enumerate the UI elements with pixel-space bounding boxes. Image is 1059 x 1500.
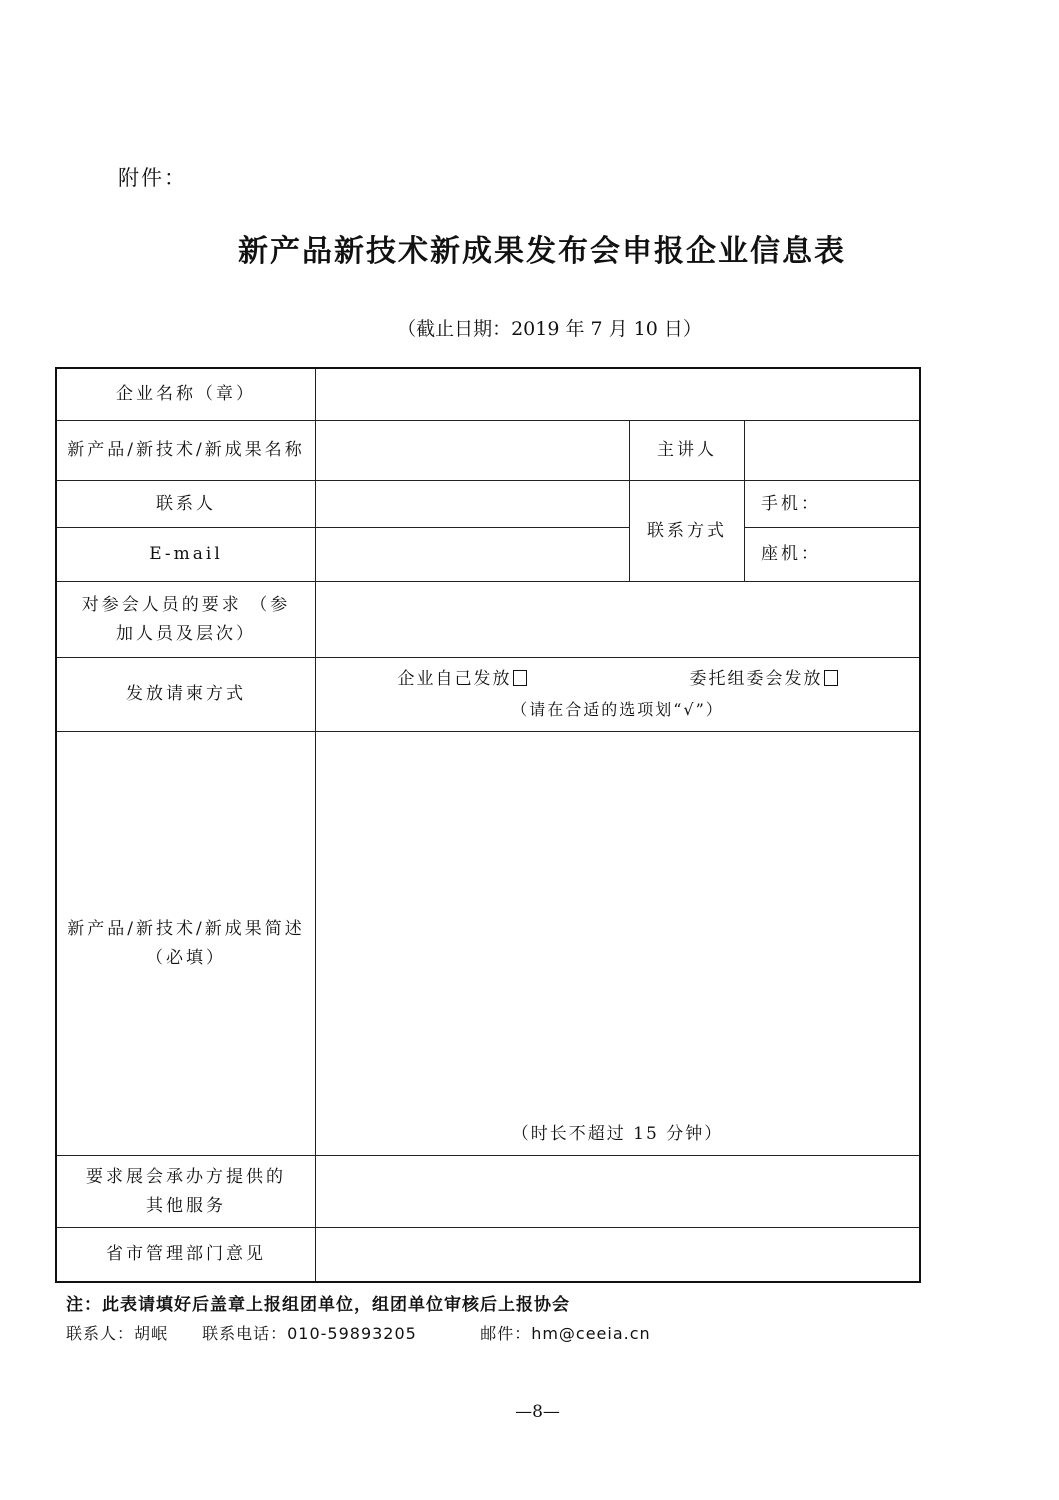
attendee-requirements-label xyxy=(57,582,316,658)
contact-person-field[interactable] xyxy=(316,481,630,528)
attendee-requirements-field[interactable] xyxy=(316,582,919,658)
invitation-option-committee-label: 委托组委会发放 xyxy=(689,669,823,690)
email-field[interactable] xyxy=(316,528,630,582)
company-name-field[interactable] xyxy=(316,369,919,421)
invitation-method-label: 发放请柬方式 xyxy=(57,658,316,732)
other-services-label-line1: 要求展会承办方提供的 xyxy=(86,1166,286,1187)
page-title: 新产品新技术新成果发布会申报企业信息表 xyxy=(238,234,846,269)
description-label xyxy=(57,732,316,1156)
description-duration-note: （时长不超过 15 分钟） xyxy=(511,1124,724,1145)
description-field[interactable] xyxy=(316,732,919,1156)
invitation-option-self[interactable] xyxy=(398,665,527,694)
application-form-table xyxy=(55,367,921,1283)
contact-phone: 联系电话：010-59893205 xyxy=(202,1324,417,1343)
contact-email: 邮件：hm@ceeia.cn xyxy=(480,1324,651,1343)
department-opinion-label: 省市管理部门意见 xyxy=(57,1228,316,1281)
invitation-option-self-label: 企业自己发放 xyxy=(397,669,512,690)
invitation-method-field xyxy=(316,658,919,732)
invitation-option-committee[interactable] xyxy=(690,665,838,694)
page-number: —8— xyxy=(515,1402,560,1422)
committee-checkbox[interactable] xyxy=(824,670,838,686)
landline-field[interactable]: 座机： xyxy=(745,528,919,582)
department-opinion-field[interactable] xyxy=(316,1228,919,1281)
contact-person-label: 联系人 xyxy=(57,481,316,528)
contact-line xyxy=(66,1321,651,1344)
self-checkbox[interactable] xyxy=(513,670,527,686)
attachment-label: 附件： xyxy=(118,166,187,190)
product-name-label: 新产品/新技术/新成果名称 xyxy=(57,421,316,481)
attendee-requirements-label-line1: 对参会人员的要求 （参 xyxy=(81,594,291,615)
description-label-line1: 新产品/新技术/新成果简述 xyxy=(67,918,305,939)
invitation-options xyxy=(316,665,919,694)
contact-method-label: 联系方式 xyxy=(630,481,745,582)
speaker-label: 主讲人 xyxy=(630,421,745,481)
product-name-field[interactable] xyxy=(316,421,630,481)
description-label-line2: （必填） xyxy=(146,947,226,968)
deadline-text: （截止日期：2019 年 7 月 10 日） xyxy=(397,318,702,340)
other-services-field[interactable] xyxy=(316,1156,919,1228)
submission-note: 注：此表请填好后盖章上报组团单位，组团单位审核后上报协会 xyxy=(66,1295,570,1315)
contact-person: 联系人：胡岷 xyxy=(66,1324,169,1343)
invitation-hint: （请在合适的选项划“√”） xyxy=(511,700,724,720)
speaker-field[interactable] xyxy=(745,421,919,481)
other-services-label-line2: 其他服务 xyxy=(146,1195,226,1216)
attendee-requirements-label-line2: 加人员及层次） xyxy=(116,623,256,644)
other-services-label xyxy=(57,1156,316,1228)
mobile-field[interactable]: 手机： xyxy=(745,481,919,528)
email-label: E-mail xyxy=(57,528,316,582)
company-name-label: 企业名称（章） xyxy=(57,369,316,421)
